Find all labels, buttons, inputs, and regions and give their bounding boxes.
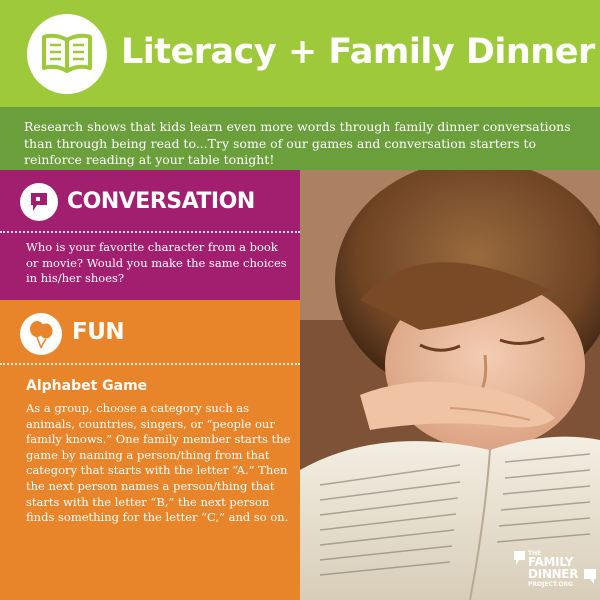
open-book-icon — [41, 32, 93, 74]
conversation-text: Who is your favorite character from a book or movie? Would you make the same choices in his/her shoes? — [26, 240, 287, 285]
conversation-badge — [20, 183, 58, 221]
speech-bubble-icon — [584, 569, 596, 585]
balloons-icon — [27, 319, 55, 349]
family-dinner-project-logo — [514, 550, 598, 596]
conversation-section — [0, 170, 300, 300]
intro-text: Research shows that kids learn even more words through family dinner conversations than through being read to...Try some of our games and conversation starters to reinforce reading at your table tonight! — [24, 119, 571, 167]
dotted-divider — [0, 231, 300, 233]
dotted-divider — [0, 363, 300, 365]
game-title: Alphabet Game — [26, 378, 148, 394]
photo-illustration — [300, 170, 600, 600]
logo-line-projectorg: PROJECT.ORG — [528, 581, 573, 588]
speech-bubble-icon — [29, 191, 49, 213]
child-reading-book-image — [300, 170, 600, 600]
fun-section — [0, 300, 300, 600]
intro-band — [0, 107, 600, 170]
logo-line-family: FAMILY — [528, 555, 574, 569]
logo-line-dinner: DINNER — [528, 567, 579, 581]
book-badge — [27, 14, 107, 94]
speech-bubble-icon — [514, 551, 525, 566]
conversation-heading: CONVERSATION — [67, 189, 255, 214]
logo-the: THE — [528, 550, 542, 557]
game-text: As a group, choose a category such as animals, countries, singers, or “people our family knows.” One family member starts the game by naming a person/thing from that category that starts with the letter “A.” Then the next person names a person/thing that starts with the letter “B,” the next person finds something for the letter “C,” and so on. — [26, 401, 291, 525]
header-banner — [0, 0, 600, 107]
page-title: Literacy + Family Dinner — [121, 32, 595, 72]
fun-badge — [20, 313, 62, 355]
fun-heading: FUN — [72, 319, 125, 345]
